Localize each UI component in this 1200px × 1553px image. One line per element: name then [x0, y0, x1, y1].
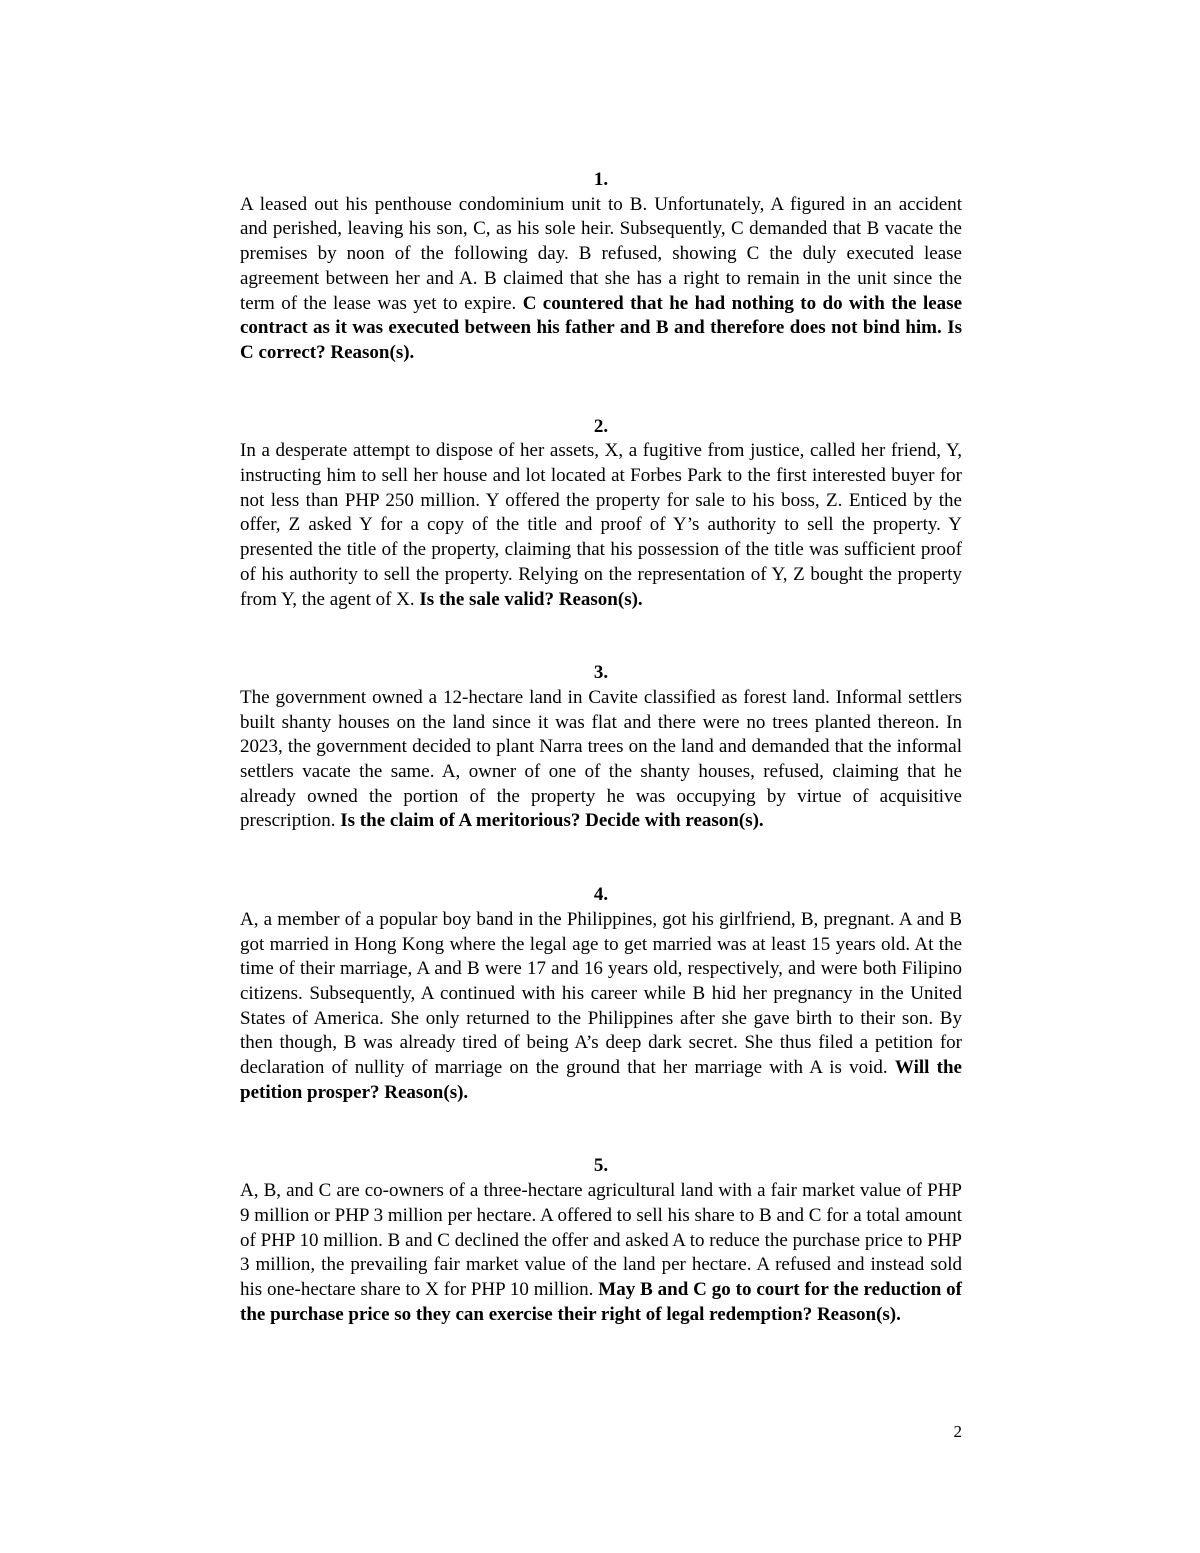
- question-text: [240, 686, 962, 834]
- question-number: 2.: [593, 415, 609, 437]
- page-number: 2: [953, 1422, 962, 1441]
- question-spacer: [240, 612, 962, 661]
- question-number: 4.: [593, 884, 609, 906]
- question-spacer: [240, 366, 962, 415]
- question-body: A leased out his penthouse condominium unit to B. Unfortunately, A figured in an accident and perished, leaving his son, C, as his sole heir. Subsequently, C demanded that B vacate the premises by noon of the following day. B refused, showing C the duly executed lease agreement between her and A. B claimed that she has a right to remain in the unit since the term of the lease was yet to expire.: [240, 193, 962, 314]
- question-prompt: C countered that he had nothing to do with the lease contract as it was executed between his father and B and therefore does not bind him. Is C correct? Reason(s).: [240, 292, 962, 363]
- question-2: [240, 415, 962, 613]
- question-number: 1.: [593, 169, 609, 190]
- question-prompt: Is the sale valid? Reason(s).: [419, 588, 643, 610]
- question-number: 3.: [593, 662, 609, 684]
- question-body: In a desperate attempt to dispose of her assets, X, a fugitive from justice, called her friend, Y, instructing him to sell her house and lot located at Forbes Park to the first interested buyer for not less than PHP 250 million. Y offered the property for sale to his boss, Z. Enticed by the offer, Z asked Y for a copy of the title and proof of Y’s authority to sell the property. Y presented the title of the property, claiming that his possession of the title was sufficient proof of his authority to sell the property. Relying on the representation of Y, Z bought the property from Y, the agent of X.: [240, 440, 962, 610]
- question-text: [240, 439, 962, 612]
- question-spacer: [240, 834, 962, 883]
- question-spacer: [240, 1105, 962, 1154]
- question-prompt: Will the petition prosper? Reason(s).: [240, 1057, 962, 1103]
- question-prompt: May B and C go to court for the reduction of the purchase price so they can exercise their right of legal redemption? Reason(s).: [240, 1278, 962, 1325]
- question-body: The government owned a 12-hectare land in Cavite classified as forest land. Informal settlers built shanty houses on the land since it was flat and there were no trees planted thereon. In 2023, the government decided to plant Narra trees on the land and demanded that the informal settlers vacate the same. A, owner of one of the shanty houses, refused, claiming that he already owned the portion of the property he was occupying by virtue of acquisitive prescription.: [240, 686, 962, 832]
- question-4: [240, 883, 962, 1105]
- question-number: 5.: [593, 1155, 609, 1177]
- question-prompt: Is the claim of A meritorious? Decide with reason(s).: [340, 810, 764, 832]
- questions-list: [240, 168, 962, 1327]
- question-body: A, a member of a popular boy band in the Philippines, got his girlfriend, B, pregnant. A and B got married in Hong Kong where the legal age to get married was at least 15 years old. At the time of their marriage, A and B were 17 and 16 years old, respectively, and were both Filipino citizens. Subsequently, A continued with his career while B hid her pregnancy in the United States of America. She only returned to the Philippines after she gave birth to their son. By then though, B was already tired of being A’s deep dark secret. She thus filed a petition for declaration of nullity of marriage on the ground that her marriage with A is void.: [240, 908, 962, 1079]
- question-5: [240, 1154, 962, 1327]
- question-body: A, B, and C are co-owners of a three-hectare agricultural land with a fair market value of PHP 9 million or PHP 3 million per hectare. A offered to sell his share to B and C for a total amount of PHP 10 million. B and C declined the offer and asked A to reduce the purchase price to PHP 3 million, the prevailing fair market value of the land per hectare. A refused and instead sold his one-hectare share to X for PHP 10 million.: [240, 1180, 962, 1300]
- question-1: [240, 168, 962, 366]
- question-text: [240, 908, 962, 1106]
- question-text: [240, 1179, 962, 1327]
- question-text: [240, 193, 962, 366]
- question-3: [240, 661, 962, 834]
